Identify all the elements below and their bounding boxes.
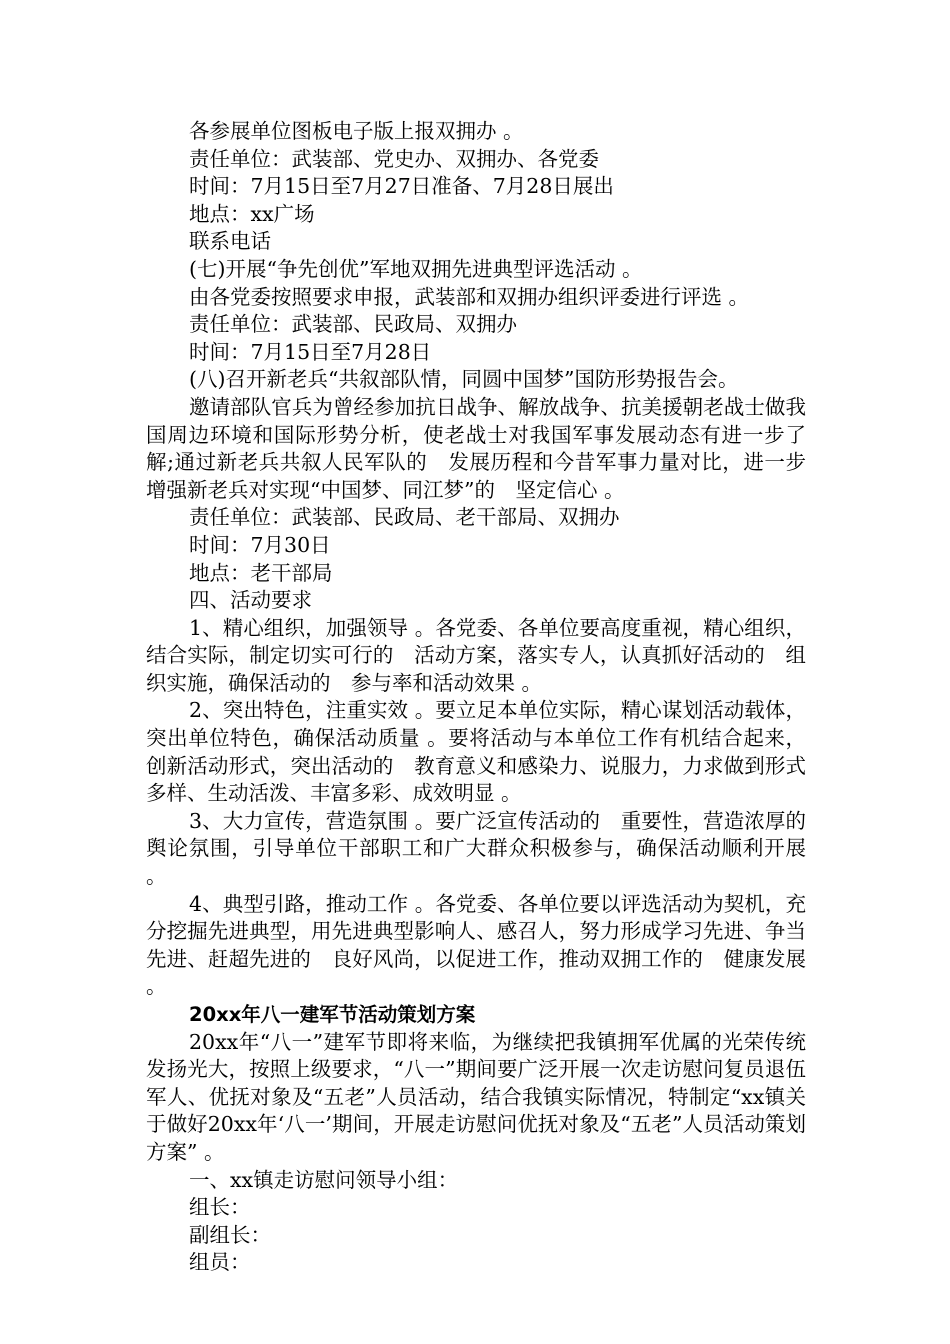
paragraph-exhibit-upload: 各参展单位图板电子版上报双拥办 。 <box>189 119 524 143</box>
paragraph-requirement-3: 3、大力宣传，营造氛围 。要广泛宣传活动的 重要性，营造浓厚的 舆论氛围，引导单位干部职工和广大群众积极参与，确保活动顺利开展 。 <box>146 808 827 889</box>
paragraph-location-3: 地点：老干部局 <box>189 560 333 585</box>
paragraph-plan-intro: 20xx年“八一”建军节即将来临，为继续把我镇拥军优属的光荣传统发扬光大，按照上级要求，“八一”期间要广泛开展一次走访慰问复员退伍军人、优抚对象及“五老”人员活动，结合我镇实际情况，特制定“xx镇关于做好20xx年‘八一’期间，开展走访慰问优抚对象及“五老”人员活动策划方案” 。 <box>146 1029 806 1164</box>
document-title-plan: 20xx年八一建军节活动策划方案 <box>189 1003 476 1026</box>
paragraph-item-seven-heading: (七)开展“争先创优”军地双拥先进典型评选活动 。 <box>189 256 643 281</box>
paragraph-requirement-1: 1、精心组织，加强领导 。各党委、各单位要高度重视，精心组织，结合实际，制定切实可行的 活动方案，落实专人，认真抓好活动的 组织实施，确保活动的 参与率和活动效果 。 <box>146 615 806 695</box>
paragraph-time-1: 时间：7月15日至7月27日准备、7月28日展出 <box>189 174 614 199</box>
paragraph-requirement-2: 2、突出特色，注重实效 。要立足本单位实际，精心谋划活动载体，突出单位特色，确保活动质量 。要将活动与本单位工作有机结合起来，创新活动形式，突出活动的 教育意义和感染力、说服力，力求做到形式多样、生动活泼、丰富多彩、成效明显 。 <box>146 698 806 806</box>
paragraph-time-3: 时间：7月30日 <box>189 532 331 557</box>
paragraph-item-seven-body: 由各党委按照要求申报，武装部和双拥办组织评委进行评选 。 <box>189 284 750 309</box>
paragraph-item-eight-body: 邀请部队官兵为曾经参加抗日战争、解放战争、抗美援朝老战士做我国周边环境和国际形势分析，使老战士对我国军事发展动态有进一步了解;通过新老兵共叙人民军队的 发展历程和今昔军事力量对比，进一步增强新老兵对实现“中国梦、同江梦”的 坚定信心 。 <box>146 394 806 502</box>
paragraph-item-eight-heading: (八)召开新老兵“共叙部队情，同圆中国梦”国防形势报告会。 <box>189 367 739 392</box>
paragraph-responsible-units-3: 责任单位：武装部、民政局、老干部局、双拥办 <box>189 505 620 530</box>
section-heading-leadership-group: 一、xx镇走访慰问领导小组： <box>189 1167 459 1192</box>
paragraph-requirement-4: 4、典型引路，推动工作 。各党委、各单位要以评选活动为契机，充分挖掘先进典型，用先进典型影响人、感召人，努力形成学习先进、争当先进、赶超先进的 良好风尚，以促进工作，推动双拥工作的 健康发展 。 <box>146 891 806 999</box>
section-heading-requirements: 四、活动要求 <box>189 588 312 613</box>
paragraph-deputy-leader: 副组长： <box>189 1222 271 1247</box>
document-page <box>146 118 827 1277</box>
paragraph-location-1: 地点：xx广场 <box>189 201 315 226</box>
paragraph-responsible-units-1: 责任单位：武装部、党史办、双拥办、各党委 <box>189 146 599 171</box>
paragraph-group-leader: 组长： <box>189 1195 251 1220</box>
paragraph-responsible-units-2: 责任单位：武装部、民政局、双拥办 <box>189 312 517 337</box>
paragraph-group-members: 组员： <box>189 1250 251 1275</box>
paragraph-time-2: 时间：7月15日至7月28日 <box>189 339 432 364</box>
paragraph-contact-phone: 联系电话 <box>189 229 271 254</box>
